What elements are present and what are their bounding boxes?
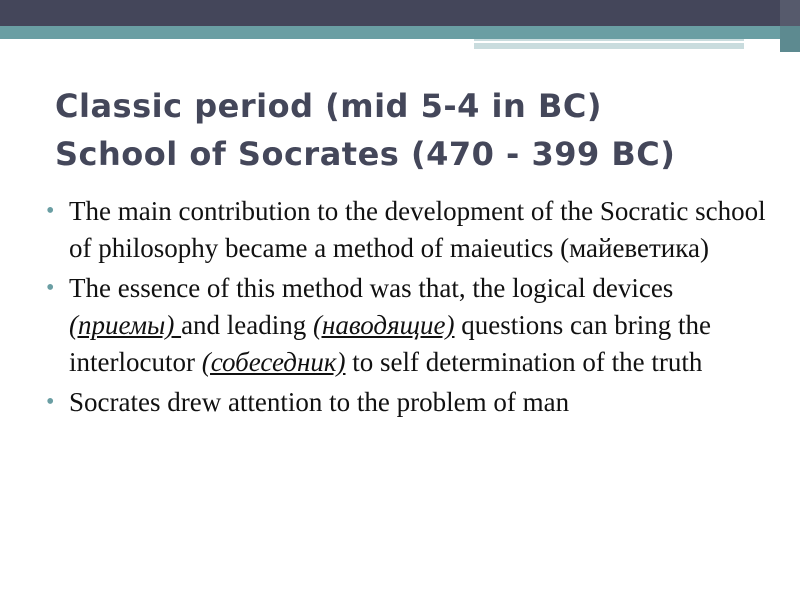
bullet-item-3 <box>46 384 776 421</box>
corner-decor-tab-teal <box>780 26 800 52</box>
top-decor-band <box>0 0 800 26</box>
teal-decor-strip <box>0 26 780 39</box>
bullet-text: Socrates drew attention to the problem of man <box>69 387 570 417</box>
bullet-text-part: to self determination of the truth <box>345 347 703 377</box>
bullet-text-part: and leading <box>181 310 314 340</box>
bullet-dot-icon: • <box>46 275 55 301</box>
decor-line <box>474 41 744 43</box>
bullet-list <box>46 193 776 424</box>
bullet-text-part: questions can bring the interlocutor <box>69 310 711 377</box>
bullet-item-1 <box>46 193 776 267</box>
slide-title-line-2: School of Socrates (470 - 399 BC) <box>55 135 676 173</box>
slide-title-line-1: Classic period (mid 5-4 in BC) <box>55 87 602 125</box>
bullet-text-part: The essence of this method was that, the logical devices <box>69 273 674 303</box>
bullet-dot-icon: • <box>46 198 55 224</box>
bullet-item-2 <box>46 270 776 381</box>
bullet-text: The main contribution to the development of the Socratic school of philosophy became a method of maieutics (майеветика) <box>69 196 766 263</box>
term-sobesednik: (собеседник) <box>201 347 346 377</box>
slide-title <box>55 82 775 178</box>
bullet-dot-icon: • <box>46 389 55 415</box>
term-navodyashchie: (наводящие) <box>313 310 455 340</box>
term-priemy: (приемы) <box>69 310 182 340</box>
